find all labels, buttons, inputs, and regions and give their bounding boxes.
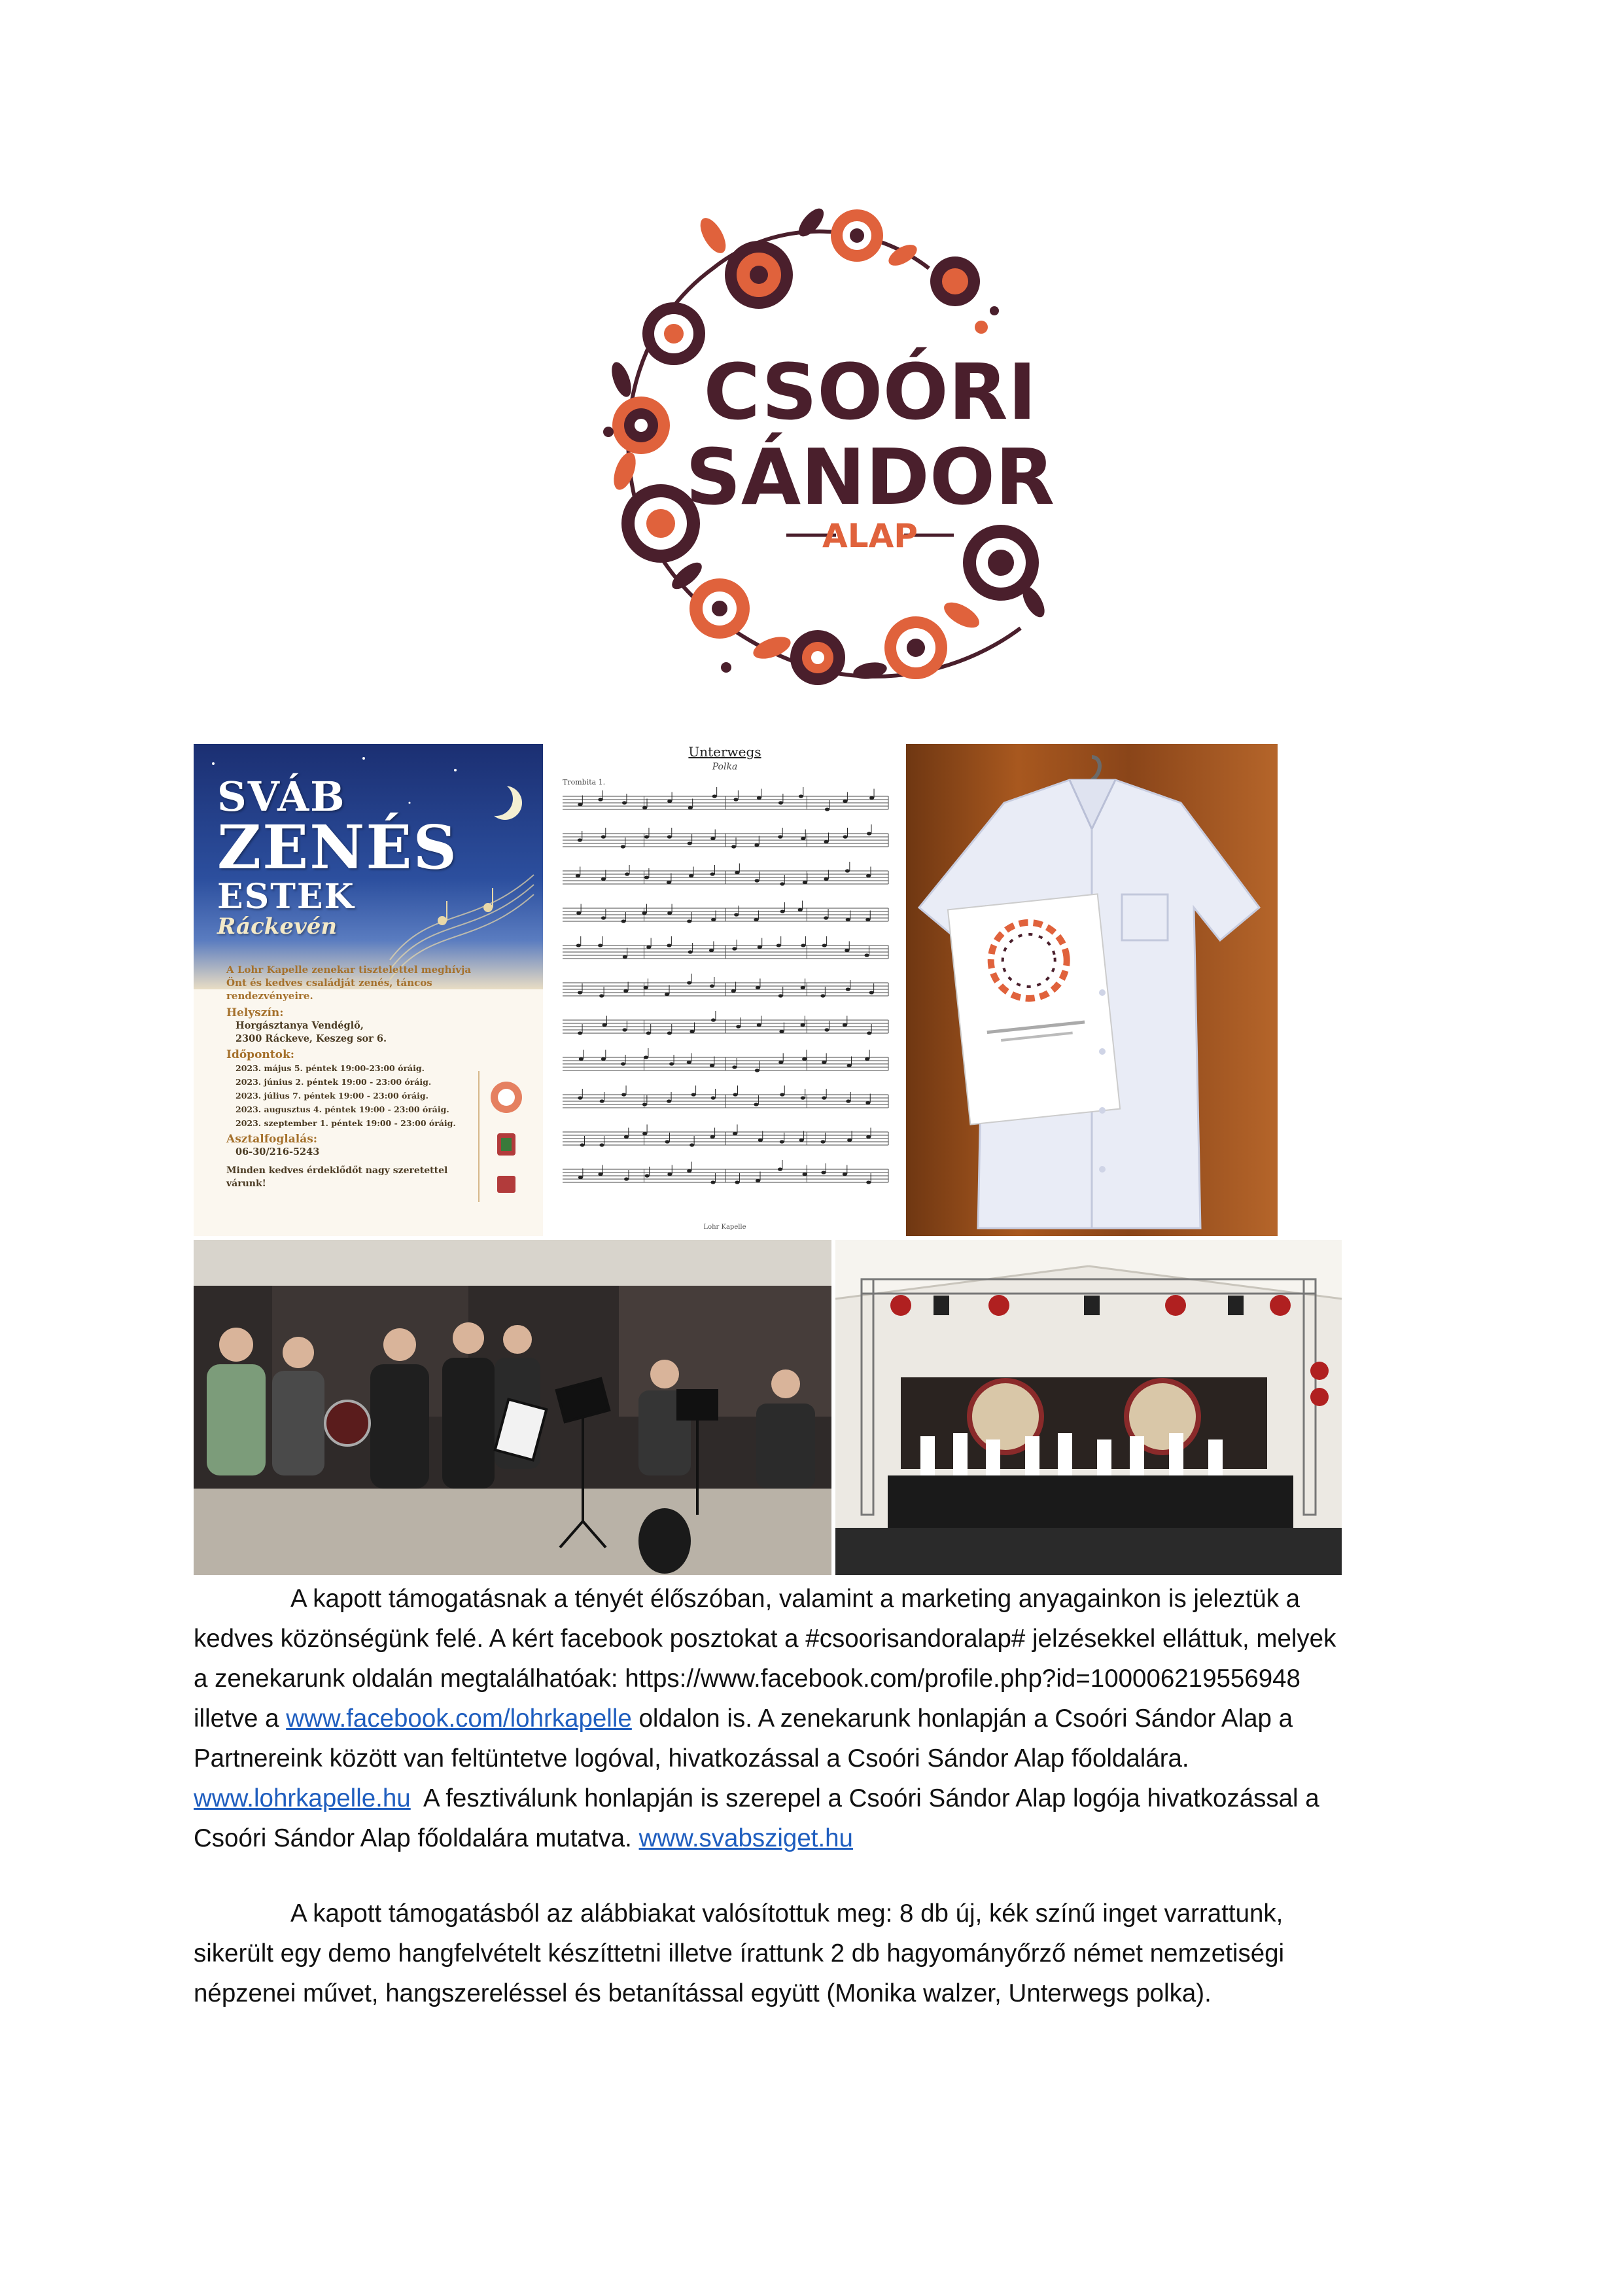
music-note xyxy=(602,1023,606,1027)
flower-icon xyxy=(612,397,670,454)
music-note xyxy=(822,1096,826,1099)
music-note xyxy=(688,841,692,845)
sponsor-logo-icon xyxy=(497,1176,515,1193)
music-note xyxy=(687,1061,691,1064)
music-note xyxy=(820,994,825,997)
music-note xyxy=(623,955,627,959)
music-note xyxy=(735,1180,739,1184)
music-note xyxy=(578,1031,582,1034)
sheet-music-image xyxy=(548,737,901,1236)
music-note xyxy=(780,1140,784,1143)
music-note xyxy=(667,1099,671,1103)
instrument-case-icon xyxy=(638,1508,691,1574)
music-note xyxy=(757,796,761,800)
music-note xyxy=(865,1101,870,1104)
music-note xyxy=(779,1030,784,1033)
music-note xyxy=(754,1103,758,1106)
music-note xyxy=(622,1028,627,1031)
music-staff xyxy=(563,787,888,811)
music-note xyxy=(780,1093,784,1096)
music-note xyxy=(845,869,850,872)
flower-icon xyxy=(930,256,980,306)
music-note xyxy=(601,877,606,881)
music-note xyxy=(644,835,649,838)
music-note xyxy=(733,1093,738,1096)
band-rehearsal-photo xyxy=(194,1240,831,1575)
music-note xyxy=(576,944,581,947)
music-note xyxy=(687,981,691,984)
music-note xyxy=(687,1169,691,1173)
poster-title-line-1: SVÁB xyxy=(217,773,346,821)
music-note xyxy=(801,986,805,989)
music-note xyxy=(754,843,759,847)
music-note xyxy=(803,1173,807,1176)
music-note xyxy=(712,794,717,798)
music-note xyxy=(801,944,805,947)
text-fragment: oldalon is. A zenekarunk honlapján a Csoóri Sándor Alap a xyxy=(631,1704,1293,1733)
music-note xyxy=(646,1031,651,1034)
music-note xyxy=(734,913,739,916)
paragraph-2 xyxy=(194,1894,1437,2013)
poster-date: 2023. június 2. péntek 19:00 - 23:00 óráig. xyxy=(236,1077,432,1087)
music-note xyxy=(866,874,871,877)
music-note xyxy=(644,1055,648,1059)
poster-date: 2023. szeptember 1. péntek 19:00 - 23:00 óráig. xyxy=(236,1118,456,1128)
music-note xyxy=(601,916,606,919)
music-note xyxy=(667,835,672,838)
logo-line-2: SÁNDOR xyxy=(685,432,1055,522)
shirt-illustration xyxy=(906,744,1278,1236)
music-note xyxy=(578,991,582,994)
music-note xyxy=(801,1096,805,1099)
music-note xyxy=(801,837,805,840)
music-staff xyxy=(563,1160,888,1184)
music-note xyxy=(710,984,714,987)
music-note xyxy=(665,993,669,996)
music-note xyxy=(710,872,715,875)
music-note xyxy=(710,1180,715,1184)
music-note xyxy=(642,1103,647,1106)
text-line: sikerült egy demo hangfelvételt készíttetni illetve írattunk 2 db hagyományőrző német nemzetiségi xyxy=(194,1939,1285,1968)
music-staff xyxy=(563,901,888,923)
music-note xyxy=(758,945,762,949)
music-note xyxy=(731,845,736,848)
music-note xyxy=(865,1057,869,1061)
music-note xyxy=(843,835,847,838)
lohrkapelle-website-link[interactable]: www.lohrkapelle.hu xyxy=(194,1784,411,1812)
flower-icon xyxy=(831,209,883,262)
music-note xyxy=(621,1062,625,1065)
flower-icon xyxy=(884,616,947,679)
svabsziget-website-link[interactable]: www.svabsziget.hu xyxy=(638,1824,853,1852)
music-note xyxy=(687,919,691,923)
text-line xyxy=(194,1818,1437,1858)
music-note xyxy=(576,911,581,915)
poster-location-line-2: 2300 Ráckeve, Keszeg sor 6. xyxy=(236,1033,387,1044)
music-note xyxy=(736,1025,741,1028)
music-note xyxy=(847,1139,852,1142)
music-note xyxy=(802,1057,807,1061)
music-note xyxy=(691,1093,696,1096)
music-note xyxy=(642,1132,647,1135)
sheet-subtitle: Polka xyxy=(712,762,738,772)
music-note xyxy=(756,986,760,989)
music-note xyxy=(710,1064,714,1067)
music-note xyxy=(731,989,736,993)
music-note xyxy=(599,1143,604,1146)
sheet-footer: Lohr Kapelle xyxy=(703,1224,746,1231)
text-line xyxy=(194,1778,1437,1818)
music-note xyxy=(644,986,648,989)
poster-date: 2023. május 5. péntek 19:00-23:00 óráig. xyxy=(236,1063,425,1073)
music-note xyxy=(865,918,870,921)
music-note xyxy=(754,918,758,921)
paragraph-1 xyxy=(194,1579,1437,1858)
text-fragment: Csoóri Sándor Alap főoldalára mutatva. xyxy=(194,1824,639,1852)
music-note xyxy=(780,910,785,913)
music-staff xyxy=(563,936,888,959)
music-note xyxy=(800,1023,805,1027)
shirt-photo xyxy=(906,744,1278,1236)
music-staff xyxy=(563,1011,888,1035)
music-note xyxy=(578,1096,582,1099)
music-note xyxy=(821,1171,826,1174)
poster-footer: Minden kedves érdeklődőt nagy szeretettel várunk! xyxy=(226,1165,448,1189)
sheet-instrument: Trombita 1. xyxy=(563,778,606,786)
music-note xyxy=(824,840,828,843)
music-note xyxy=(711,1096,716,1099)
music-note xyxy=(845,949,849,952)
music-note xyxy=(576,874,580,877)
music-staff xyxy=(563,1125,888,1147)
poster-details xyxy=(226,963,475,1190)
music-note xyxy=(645,1174,650,1177)
text-line: kedves közönségünk felé. A kért facebook posztokat a #csoorisandoralap# jelzésekkel elláttuk, melyek xyxy=(194,1625,1336,1653)
music-note xyxy=(667,1173,672,1176)
text-fragment: A fesztiválunk honlapján is szerepel a Csoóri Sándor Alap logója hivatkozással a xyxy=(410,1784,1319,1812)
music-note xyxy=(642,806,647,809)
music-note xyxy=(621,919,626,923)
music-note xyxy=(846,987,850,991)
music-note xyxy=(732,1065,737,1069)
music-note xyxy=(710,1135,715,1139)
logo-line-3: ALAP xyxy=(822,517,918,555)
text-line: A kapott támogatásból az alábbiakat valósítottuk meg: 8 db új, kék színű inget varrattunk, xyxy=(290,1899,1283,1928)
music-note xyxy=(866,1135,871,1139)
music-note xyxy=(689,1030,694,1033)
poster-subtitle: Ráckevén xyxy=(217,913,338,940)
text-fragment: illetve a xyxy=(194,1704,287,1733)
music-staff xyxy=(563,1086,888,1108)
music-staff xyxy=(563,1048,888,1072)
music-staff xyxy=(563,824,888,849)
music-note xyxy=(709,949,714,952)
music-note xyxy=(780,882,784,885)
poster-title-line-2: ZENÉS xyxy=(217,812,458,883)
music-note xyxy=(843,1173,847,1176)
music-note xyxy=(755,1069,759,1072)
floral-wreath-logo-graphic xyxy=(563,196,1079,713)
music-note xyxy=(580,1143,584,1146)
poster-booking-phone: 06-30/216-5243 xyxy=(236,1146,320,1157)
music-note xyxy=(667,944,671,947)
poster-date: 2023. augusztus 4. péntek 19:00 - 23:00 óráig. xyxy=(236,1104,449,1114)
music-note xyxy=(824,1028,829,1031)
certificate-paper xyxy=(948,894,1120,1124)
music-note xyxy=(824,877,828,881)
poster-night-sky xyxy=(194,744,543,989)
text-line xyxy=(194,1699,1437,1739)
music-note xyxy=(711,1018,716,1021)
text-line: a zenekarunk oldalán megtalálhatóak: https://www.facebook.com/profile.php?id=100006219556948 xyxy=(194,1665,1300,1693)
drum-icon xyxy=(325,1401,370,1445)
music-note xyxy=(822,1061,826,1064)
stage-scene xyxy=(835,1240,1342,1575)
poster-booking-label: Asztalfoglalás: xyxy=(226,1133,318,1146)
music-staves xyxy=(548,777,901,1235)
music-note xyxy=(623,989,628,993)
music-note xyxy=(777,944,781,947)
music-note xyxy=(803,881,807,884)
flower-icon xyxy=(689,578,750,639)
music-note xyxy=(667,911,672,915)
music-note xyxy=(646,945,651,949)
music-note xyxy=(688,806,693,809)
music-note xyxy=(756,1179,760,1182)
music-note xyxy=(843,800,847,803)
music-note xyxy=(799,1139,804,1142)
music-note xyxy=(689,1143,694,1146)
music-note xyxy=(869,991,874,994)
music-note xyxy=(824,916,828,919)
music-note xyxy=(598,1173,602,1176)
music-note xyxy=(798,908,803,911)
poster-date: 2023. július 7. péntek 19:00 - 23:00 óráig. xyxy=(236,1091,428,1101)
facebook-lohrkapelle-link[interactable]: www.facebook.com/lohrkapelle xyxy=(286,1704,632,1733)
logo-line-1: CSOÓRI xyxy=(703,347,1037,437)
flower-icon xyxy=(790,630,845,685)
music-note xyxy=(665,1140,669,1143)
music-note xyxy=(822,944,827,947)
music-note xyxy=(667,800,672,803)
music-note xyxy=(825,807,829,811)
music-note xyxy=(778,1061,783,1064)
music-note xyxy=(667,881,671,884)
music-note xyxy=(689,874,693,877)
music-note xyxy=(599,994,604,997)
svab-zenes-estek-poster xyxy=(194,744,543,1236)
poster-location-label: Helyszín: xyxy=(226,1006,284,1019)
music-note xyxy=(710,837,715,840)
music-note xyxy=(867,1031,871,1034)
text-line: Partnereink között van feltüntetve logóval, hivatkozással a Csoóri Sándor Alap főoldalára. xyxy=(194,1744,1189,1773)
music-note xyxy=(622,801,627,804)
music-note xyxy=(758,1139,763,1142)
flower-icon xyxy=(642,302,705,365)
music-note xyxy=(735,871,739,874)
poster-intro: A Lohr Kapelle zenekar tisztelettel meghívja Önt és kedves családját zenés, táncos rendezvényeire. xyxy=(226,964,472,1002)
music-note xyxy=(600,1099,604,1103)
csoori-sandor-alap-logo xyxy=(563,196,1079,713)
music-note xyxy=(624,1177,629,1180)
text-line: népzenei művet, hangszereléssel és betanítással együtt (Monika walzer, Unterwegs polka). xyxy=(194,1979,1212,2007)
music-note xyxy=(598,944,602,947)
music-note xyxy=(755,879,759,882)
music-note xyxy=(578,1176,583,1179)
music-note xyxy=(864,953,869,957)
music-note xyxy=(644,875,649,879)
music-note xyxy=(847,1064,852,1067)
music-note xyxy=(625,872,629,875)
music-note xyxy=(820,1140,825,1143)
poster-dates-label: Időpontok: xyxy=(226,1048,295,1061)
poster-title-line-3: ESTEK xyxy=(217,877,355,917)
poster-location-line-1: Horgásztanya Vendéglő, xyxy=(236,1020,364,1031)
music-note xyxy=(778,801,783,804)
music-note xyxy=(733,798,738,801)
music-note xyxy=(598,798,602,801)
music-note xyxy=(624,1135,629,1139)
music-note xyxy=(578,838,582,841)
music-note xyxy=(869,796,874,800)
music-note xyxy=(578,803,582,806)
music-note xyxy=(667,1031,672,1034)
flower-icon xyxy=(725,241,793,309)
sheet-title: Unterwegs xyxy=(688,744,761,760)
band-stage-photo xyxy=(835,1240,1342,1575)
music-note xyxy=(688,950,693,953)
music-note xyxy=(579,1057,584,1061)
music-note xyxy=(778,1167,782,1171)
music-note xyxy=(778,835,782,838)
music-note xyxy=(732,947,737,950)
music-note xyxy=(843,1023,847,1027)
music-note xyxy=(669,1062,674,1065)
music-note xyxy=(642,911,646,915)
music-note xyxy=(846,918,850,921)
music-note xyxy=(846,1099,850,1103)
rehearsal-scene xyxy=(194,1240,831,1575)
music-note xyxy=(711,918,716,921)
music-note xyxy=(867,832,871,835)
music-note xyxy=(601,835,606,838)
music-staff xyxy=(563,862,888,886)
music-note xyxy=(799,794,803,798)
music-note xyxy=(601,1057,606,1061)
music-note xyxy=(757,1023,761,1027)
music-note xyxy=(733,1132,737,1135)
music-note xyxy=(621,1093,626,1096)
text-line: A kapott támogatásnak a tényét élőszóban, valamint a marketing anyagainkon is jeleztük a xyxy=(290,1585,1300,1613)
music-staff xyxy=(563,974,888,998)
poster-sponsor-logos xyxy=(478,1071,530,1202)
music-note xyxy=(778,994,783,997)
music-note xyxy=(866,1180,871,1184)
music-note xyxy=(621,845,625,848)
